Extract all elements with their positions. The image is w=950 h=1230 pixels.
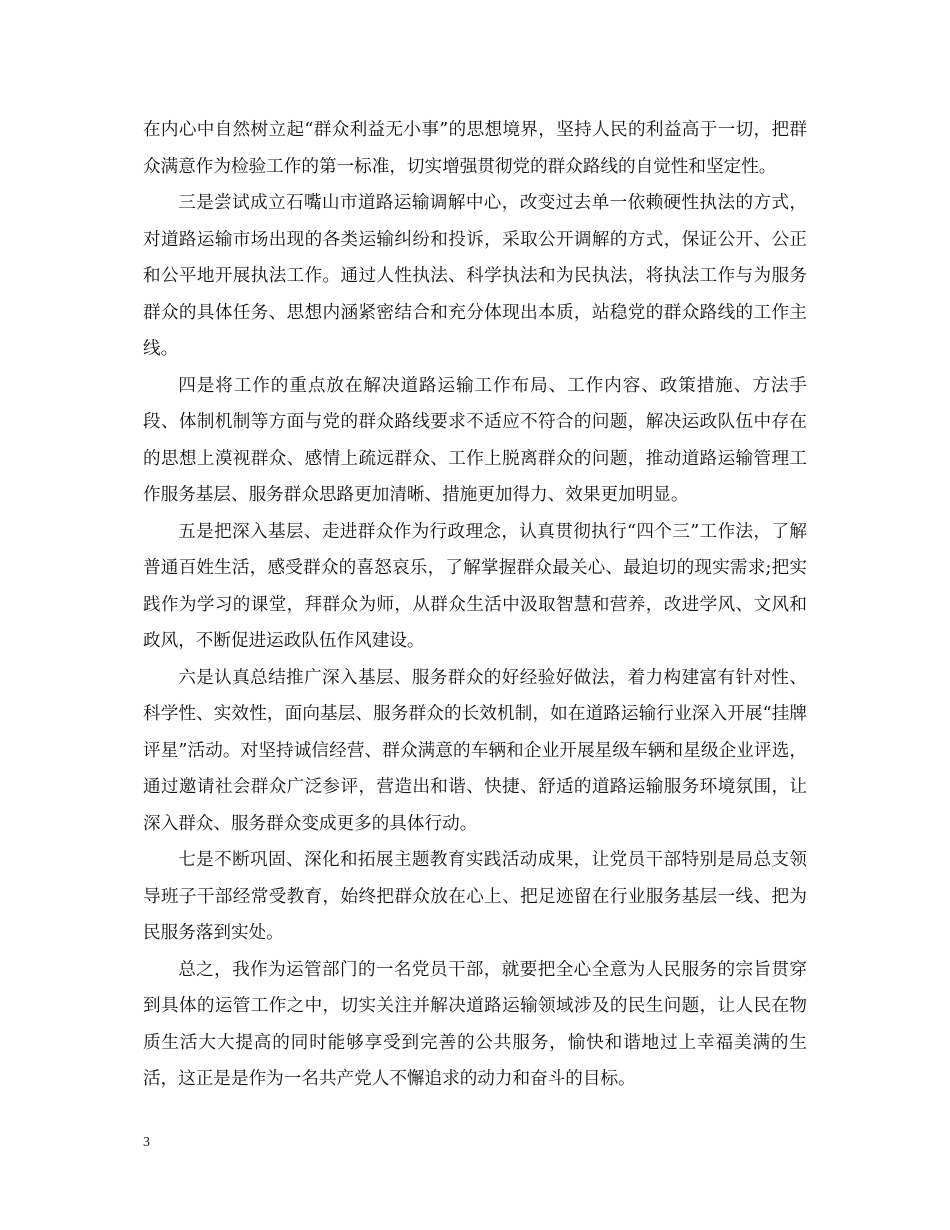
- body-text: [143, 112, 807, 1098]
- paragraph-point-six: 六是认真总结推广深入基层、服务群众的好经验好做法，着力构建富有针对性、科学性、实效性，面向基层、服务群众的长效机制，如在道路运输行业深入开展“挂牌评星”活动。对坚持诚信经营、群众满意的车辆和企业开展星级车辆和星级企业评选，通过邀请社会群众广泛参评，营造出和谐、快捷、舒适的道路运输服务环境氛围，让深入群众、服务群众变成更多的具体行动。: [143, 667, 807, 834]
- paragraph-point-three: 三是尝试成立石嘴山市道路运输调解中心，改变过去单一依赖硬性执法的方式，对道路运输市场出现的各类运输纠纷和投诉，采取公开调解的方式，保证公开、公正和公平地开展执法工作。通过人性执法、科学执法和为民执法，将执法工作与为服务群众的具体任务、思想内涵紧密结合和充分体现出本质，站稳党的群众路线的工作主线。: [143, 193, 807, 359]
- paragraph-point-five: 五是把深入基层、走进群众作为行政理念，认真贯彻执行“四个三”工作法，了解普通百姓生活，感受群众的喜怒哀乐，了解掌握群众最关心、最迫切的现实需求;把实践作为学习的课堂，拜群众为师，从群众生活中汲取智慧和营养，改进学风、文风和政风，不断促进运政队伍作风建设。: [143, 521, 807, 651]
- paragraph-point-four: 四是将工作的重点放在解决道路运输工作布局、工作内容、政策措施、方法手段、体制机制等方面与党的群众路线要求不适应不符合的问题，解决运政队伍中存在的思想上漠视群众、感情上疏远群众、工作上脱离群众的问题，推动道路运输管理工作服务基层、服务群众思路更加清晰、措施更加得力、效果更加明显。: [143, 375, 807, 505]
- paragraph-conclusion: 总之，我作为运管部门的一名党员干部，就要把全心全意为人民服务的宗旨贯穿到具体的运管工作之中，切实关注并解决道路运输领域涉及的民生问题，让人民在物质生活大大提高的同时能够享受到完善的公共服务，愉快和谐地过上幸福美满的生活，这正是是作为一名共产党人不懈追求的动力和奋斗的目标。: [143, 959, 807, 1089]
- paragraph-point-seven: 七是不断巩固、深化和拓展主题教育实践活动成果，让党员干部特别是局总支领导班子干部经常受教育，始终把群众放在心上、把足迹留在行业服务基层一线、把为民服务落到实处。: [143, 850, 807, 943]
- page-number: 3: [143, 1135, 150, 1150]
- paragraph-continuation: 在内心中自然树立起“群众利益无小事”的思想境界，坚持人民的利益高于一切，把群众满意作为检验工作的第一标准，切实增强贯彻党的群众路线的自觉性和坚定性。: [143, 120, 807, 177]
